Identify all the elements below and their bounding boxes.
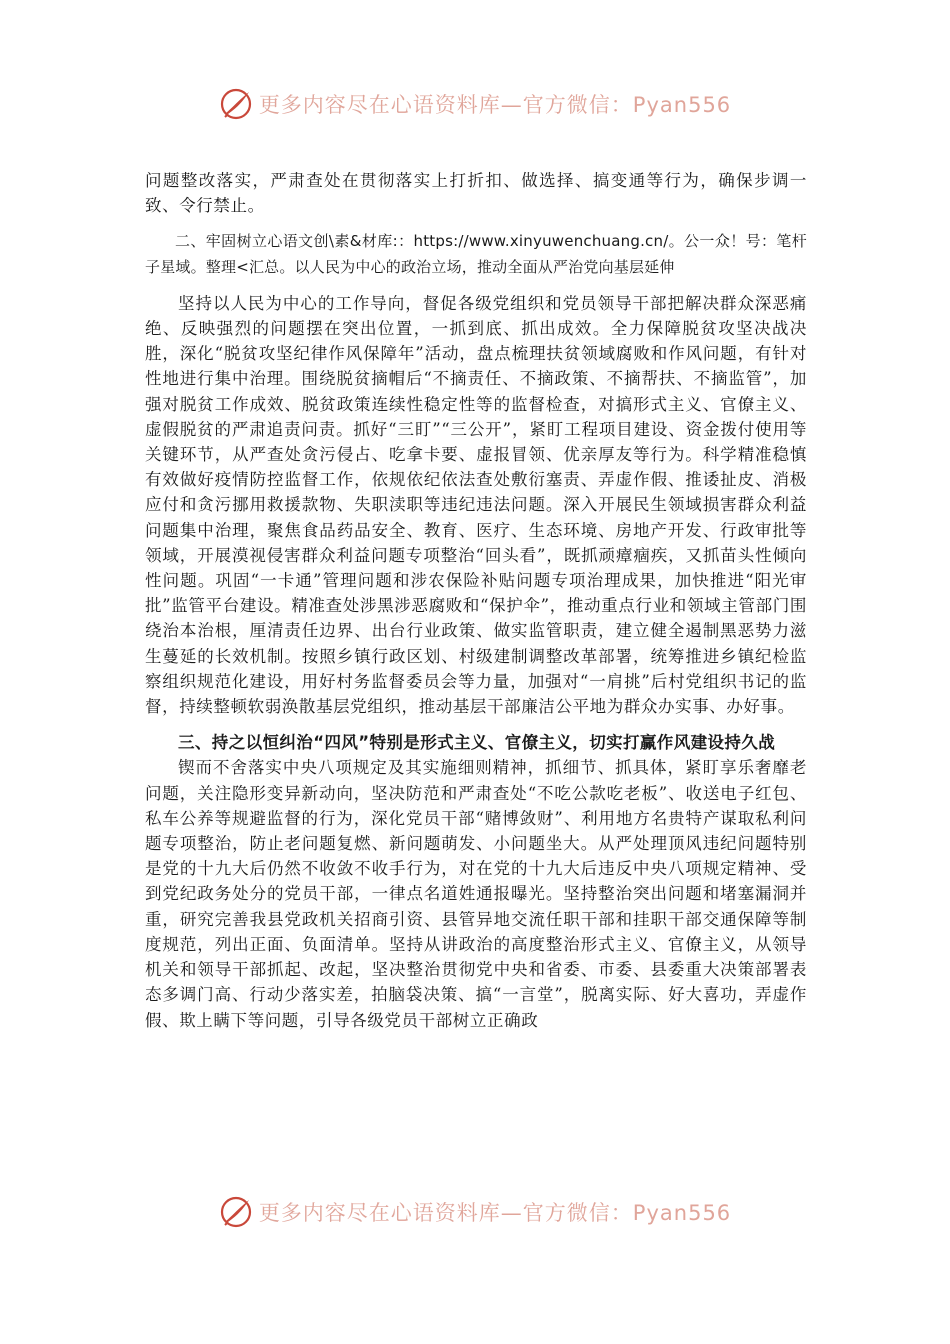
header-watermark-banner [0, 84, 950, 124]
quill-circle-icon [219, 87, 253, 121]
section-three-heading: 三、持之以恒纠治“四风”特别是形式主义、官僚主义，切实打赢作风建设持久战 [178, 733, 776, 753]
footer-watermark-banner [0, 1192, 950, 1232]
document-body [145, 168, 807, 1033]
section-two-body: 坚持以人民为中心的工作导向，督促各级党组织和党员领导干部把解决群众深恶痛绝、反映强烈的问题摆在突出位置，一抓到底、抓出成效。全力保障脱贫攻坚决战决胜，深化“脱贫攻坚纪律作风保障年”活动，盘点梳理扶贫领域腐败和作风问题，有针对性地进行集中治理。围绕脱贫摘帽后“不摘责任、不摘政策、不摘帮扶、不摘监管”，加强对脱贫工作成效、脱贫政策连续性稳定性等的监督检查，对搞形式主义、官僚主义、虚假脱贫的严肃追责问责。抓好“三盯”“三公开”，紧盯工程项目建设、资金拨付使用等关键环节，从严查处贪污侵占、吃拿卡要、虚报冒领、优亲厚友等行为。科学精准稳慎有效做好疫情防控监督工作，依规依纪依法查处敷衍塞责、弄虚作假、推诿扯皮、消极应付和贪污挪用救援款物、失职渎职等违纪违法问题。深入开展民生领域损害群众利益问题集中治理，聚焦食品药品安全、教育、医疗、生态环境、房地产开发、行政审批等领域，开展漠视侵害群众利益问题专项整治“回头看”，既抓顽瘴痼疾，又抓苗头性倾向性问题。巩固“一卡通”管理问题和涉农保险补贴问题专项治理成果，加快推进“阳光审批”监管平台建设。精准查处涉黑涉恶腐败和“保护伞”，推动重点行业和领域主管部门围绕治本治根，厘清责任边界、出台行业政策、做实监管职责，建立健全遏制黑恶势力滋生蔓延的长效机制。按照乡镇行政区划、村级建制调整改革部署，统筹推进乡镇纪检监察组织规范化建设，用好村务监督委员会等力量，加强对“一肩挑”后村党组织书记的监督，持续整顿软弱涣散基层党组织，推动基层干部廉洁公平地为群众办实事、办好事。 [145, 293, 807, 717]
section-three-body: 锲而不舍落实中央八项规定及其实施细则精神，抓细节、抓具体，紧盯享乐奢靡老问题，关注隐形变异新动向，坚决防范和严肃查处“不吃公款吃老板”、收送电子红包、私车公养等规避监督的行为，深化党员干部“赌博敛财”、利用地方名贵特产谋取私利问题专项整治，防止老问题复燃、新问题萌发、小问题坐大。从严处理顶风违纪问题特别是党的十九大后仍然不收敛不收手行为，对在党的十九大后违反中央八项规定精神、受到党纪政务处分的党员干部，一律点名道姓通报曝光。坚持整治突出问题和堵塞漏洞并重，研究完善我县党政机关招商引资、县管异地交流任职干部和挂职干部交通保障等制度规范，列出正面、负面清单。坚持从讲政治的高度整治形式主义、官僚主义，从领导机关和领导干部抓起、改起，坚决整治贯彻党中央和省委、市委、县委重大决策部署表态多调门高、行动少落实差，拍脑袋决策、搞“一言堂”，脱离实际、好大喜功，弄虚作假、欺上瞒下等问题，引导各级党员干部树立正确政 [145, 758, 807, 1030]
section-two-heading: 二、牢固树立心语文创\素&材库:：https://www.xinyuwenchuang.cn/。公一众！号：笔杆子星域。整理<汇总。以人民为中心的政治立场，推动全面从严治党向基层延伸 [145, 232, 807, 276]
paragraph-continuation: 问题整改落实，严肃查处在贯彻落实上打折扣、做选择、搞变通等行为，确保步调一致、令行禁止。 [145, 171, 807, 216]
quill-circle-icon [219, 1195, 253, 1229]
watermark-text: 更多内容尽在心语资料库—官方微信：Pyan556 [258, 93, 732, 117]
watermark-text: 更多内容尽在心语资料库—官方微信：Pyan556 [258, 1201, 732, 1225]
